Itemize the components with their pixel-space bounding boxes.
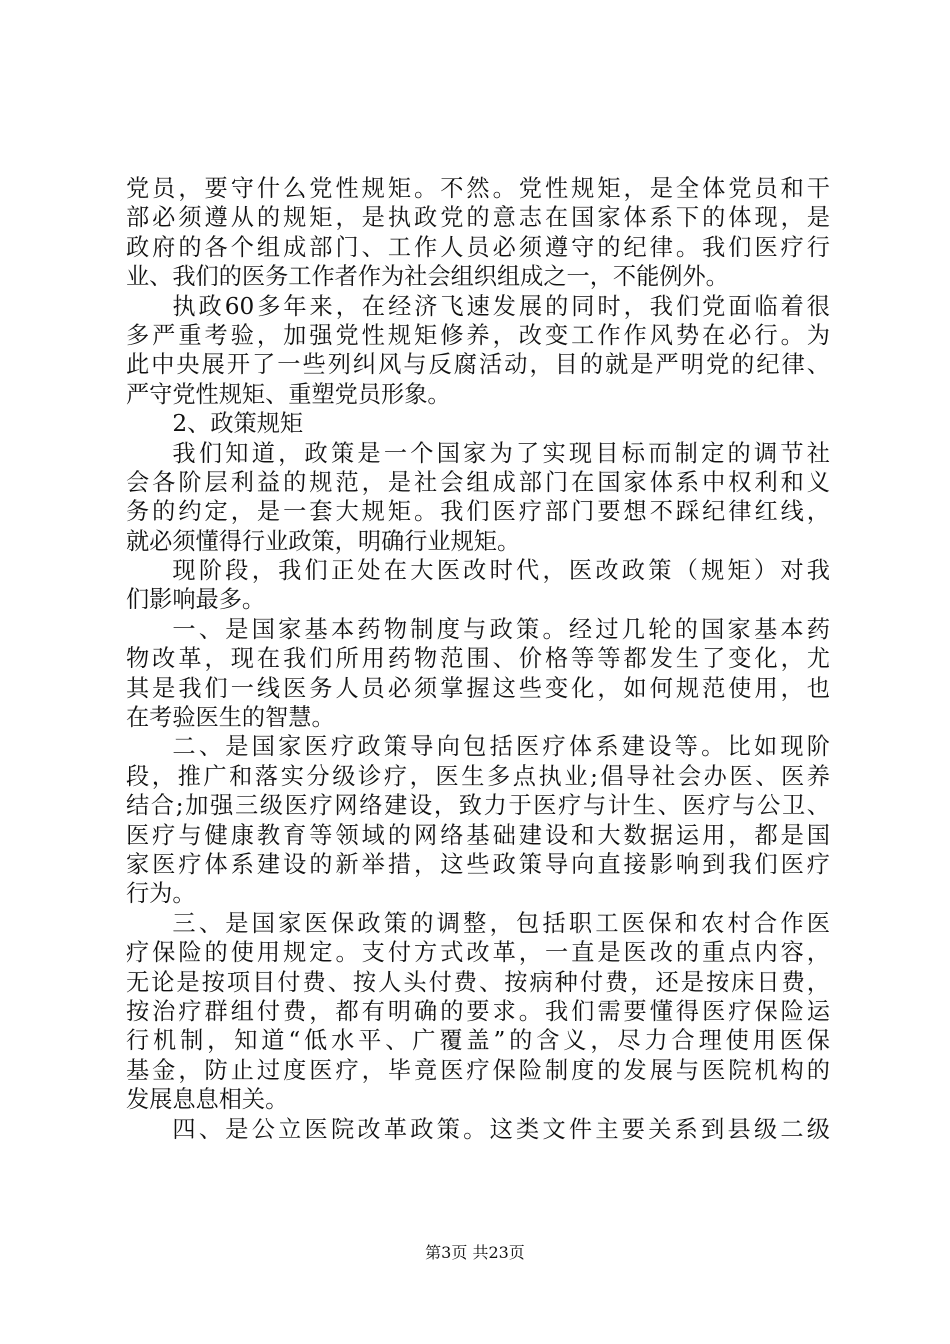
text-line: 党员，要守什么党性规矩。不然。党性规矩，是全体党员和干	[126, 175, 830, 202]
text-line: 基金，防止过度医疗，毕竟医疗保险制度的发展与医院机构的	[126, 1056, 830, 1084]
text-line: 我们知道，政策是一个国家为了实现目标而制定的调节社	[172, 439, 830, 467]
text-line: 发展息息相关。	[126, 1086, 289, 1114]
text-line: 四、是公立医院改革政策。这类文件主要关系到县级二级	[172, 1115, 830, 1143]
text-line: 医疗与健康教育等领域的网络基础建设和大数据运用，都是国	[126, 821, 830, 849]
text-line: 多严重考验，加强党性规矩修养，改变工作作风势在必行。为	[126, 321, 830, 349]
text-line: 二、是国家医疗政策导向包括医疗体系建设等。比如现阶	[172, 733, 830, 761]
text-line: 们影响最多。	[126, 586, 266, 614]
document-body	[126, 174, 830, 1144]
text-line: 现阶段，我们正处在大医改时代，医改政策（规矩）对我	[172, 557, 830, 585]
text-line: 部必须遵从的规矩，是执政党的意志在国家体系下的体现，是	[126, 204, 830, 232]
text-line: 在考验医生的智慧。	[126, 704, 335, 732]
text-line: 执政60多年来，在经济飞速发展的同时，我们党面临着很	[172, 292, 830, 320]
text-line: 务的约定，是一套大规矩。我们医疗部门要想不踩纪律红线，	[126, 498, 830, 526]
text-line: 严守党性规矩、重塑党员形象。	[126, 380, 451, 408]
text-line: 结合;加强三级医疗网络建设，致力于医疗与计生、医疗与公卫、	[126, 792, 830, 820]
text-line: 此中央展开了一些列纠风与反腐活动，目的就是严明党的纪律、	[126, 351, 830, 379]
text-line: 2、政策规矩	[172, 410, 304, 438]
text-line: 一、是国家基本药物制度与政策。经过几轮的国家基本药	[172, 615, 830, 643]
text-line: 其是我们一线医务人员必须掌握这些变化，如何规范使用，也	[126, 674, 830, 702]
text-line: 就必须懂得行业政策，明确行业规矩。	[126, 527, 521, 555]
text-line: 疗保险的使用规定。支付方式改革，一直是医改的重点内容，	[126, 939, 830, 967]
text-line: 会各阶层利益的规范，是社会组成部门在国家体系中权利和义	[126, 468, 830, 496]
text-line: 无论是按项目付费、按人头付费、按病种付费，还是按床日费，	[126, 968, 830, 996]
text-line: 行机制，知道“低水平、广覆盖”的含义，尽力合理使用医保	[126, 1027, 830, 1055]
text-line: 家医疗体系建设的新举措，这些政策导向直接影响到我们医疗	[126, 850, 830, 878]
text-line: 段，推广和落实分级诊疗，医生多点执业;倡导社会办医、医养	[126, 762, 830, 790]
text-line: 物改革，现在我们所用药物范围、价格等等都发生了变化，尤	[126, 645, 830, 673]
text-line: 行为。	[126, 880, 196, 908]
text-line: 业、我们的医务工作者作为社会组织组成之一，不能例外。	[126, 263, 729, 291]
text-line: 按治疗群组付费，都有明确的要求。我们需要懂得医疗保险运	[126, 997, 830, 1025]
text-line: 政府的各个组成部门、工作人员必须遵守的纪律。我们医疗行	[126, 233, 830, 261]
page-footer: 第3页 共23页	[425, 1243, 525, 1262]
text-line: 三、是国家医保政策的调整，包括职工医保和农村合作医	[172, 909, 830, 937]
